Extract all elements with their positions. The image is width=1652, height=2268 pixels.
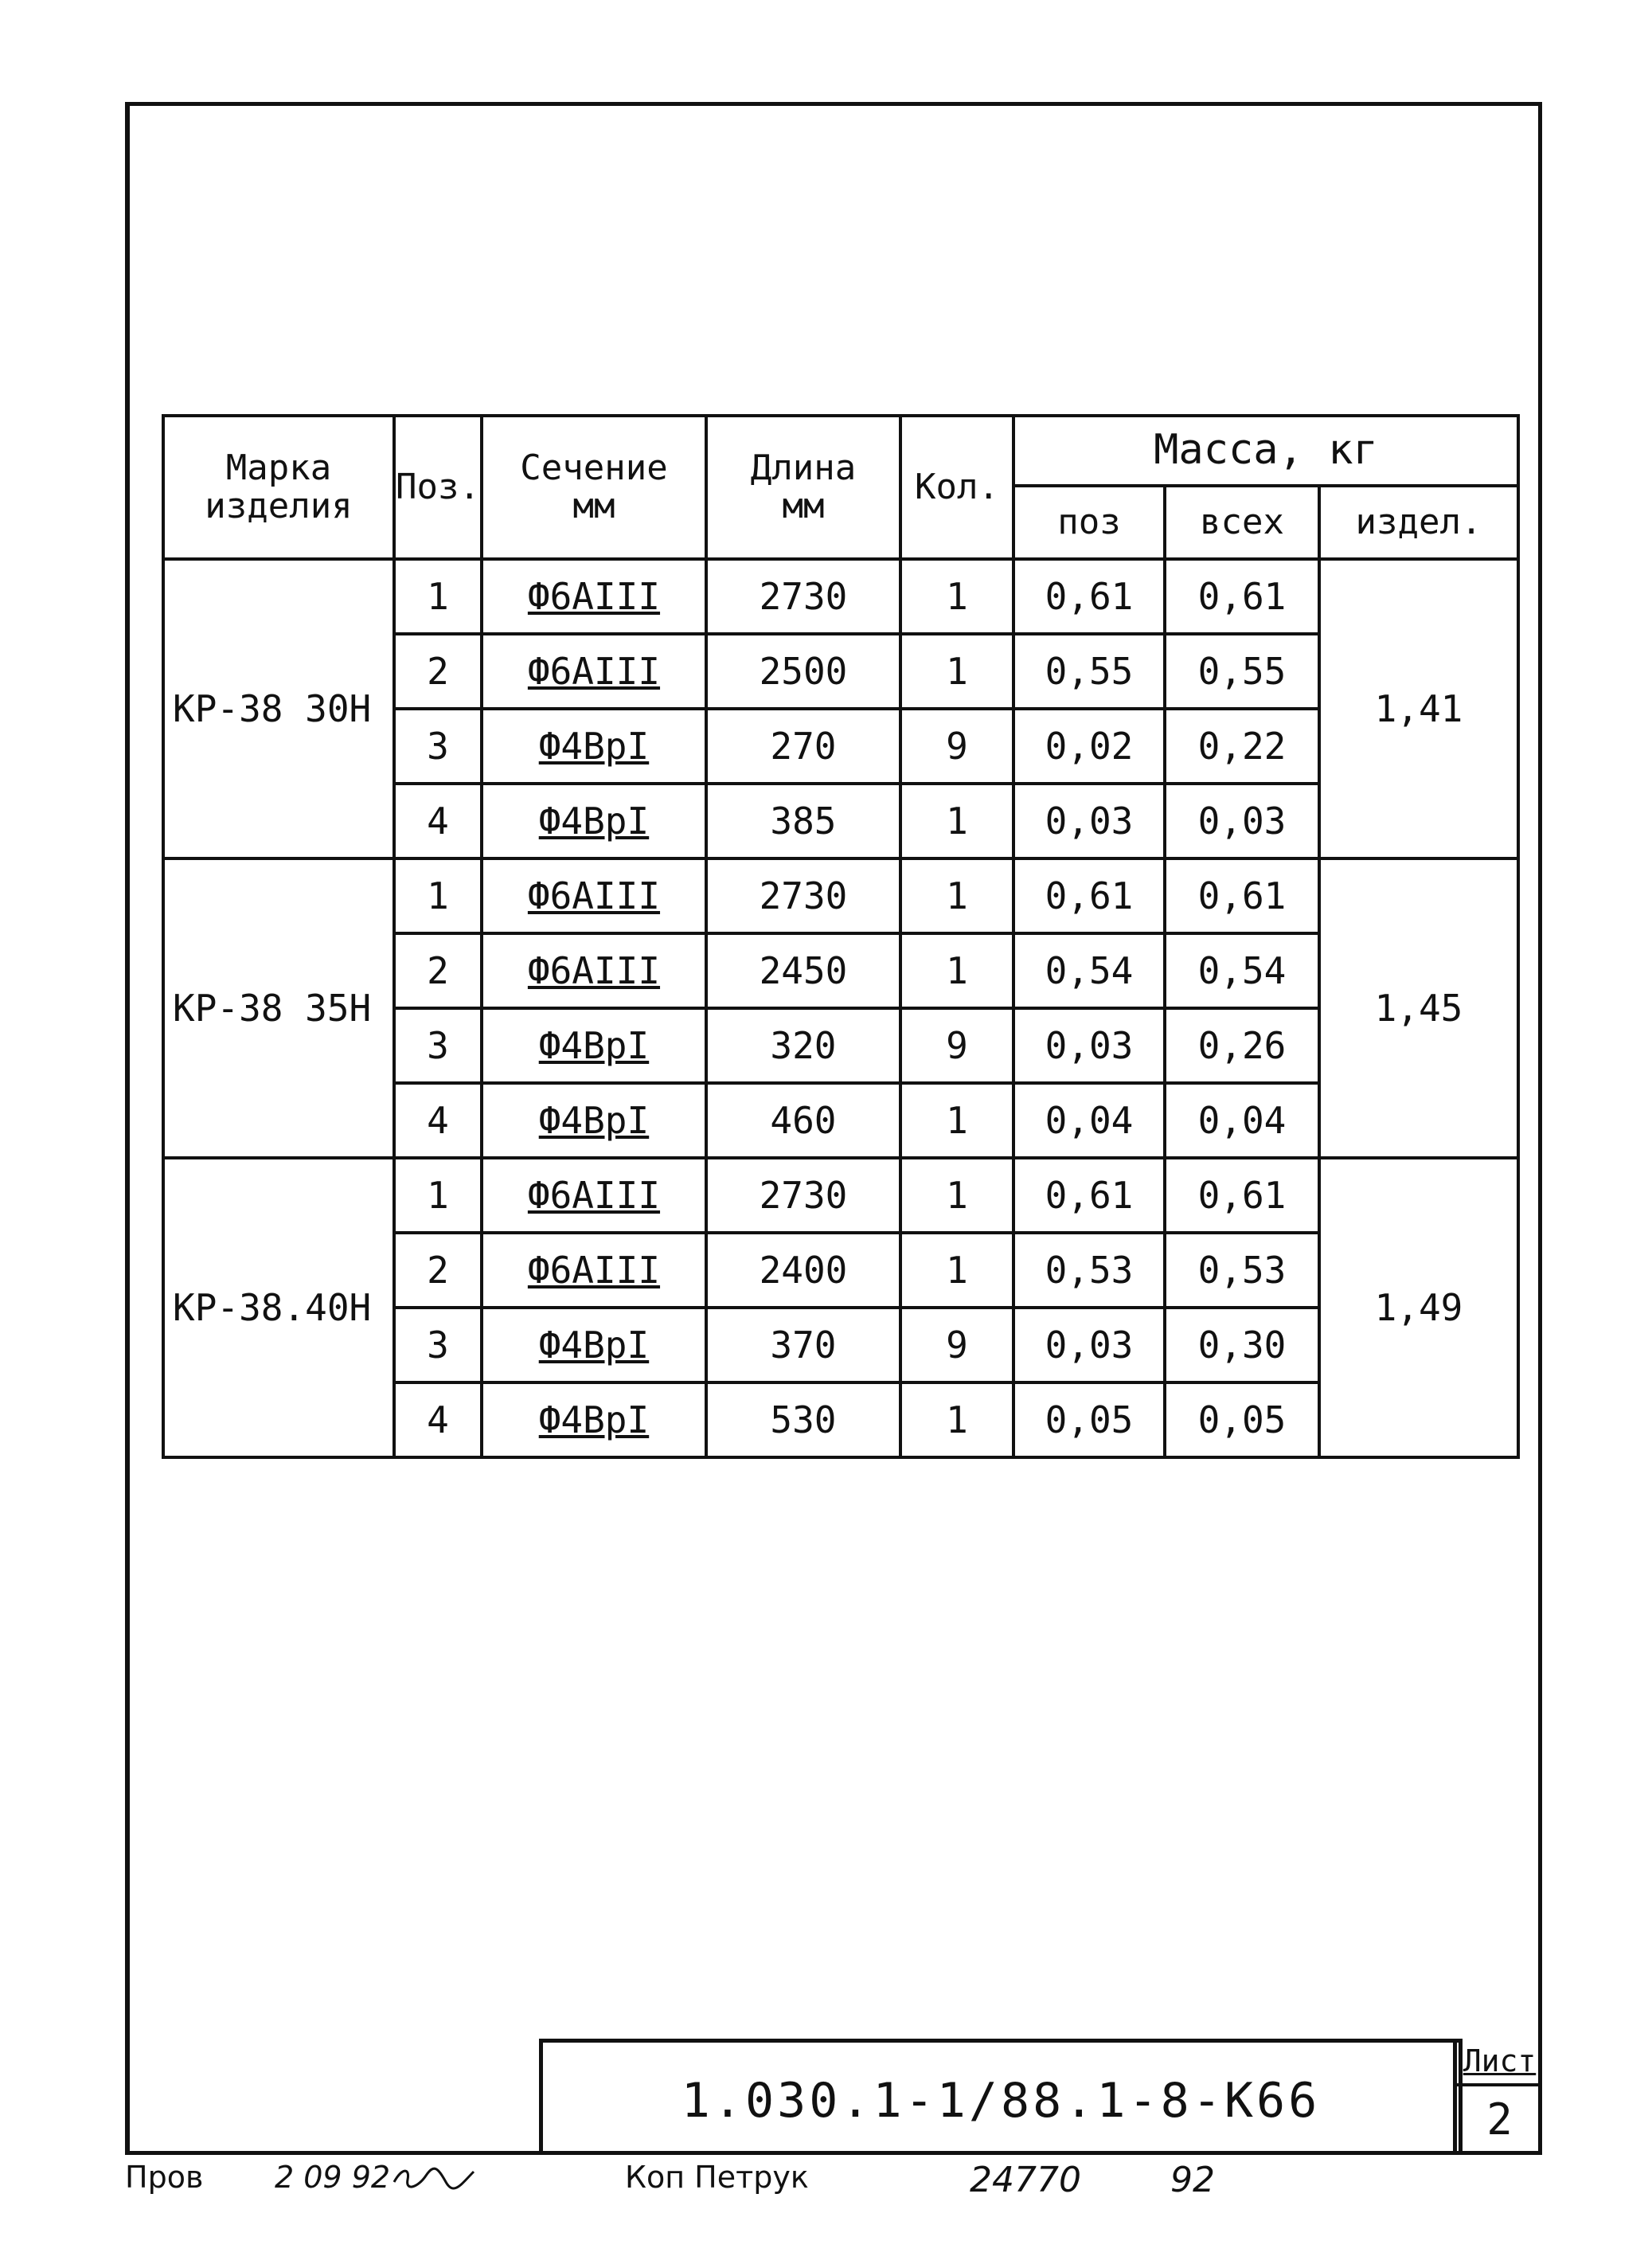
cell-mass-pos: 0,03 [1013, 1008, 1165, 1083]
header-mass-pos: поз [1013, 486, 1165, 559]
cell-mass-pos: 0,03 [1013, 1308, 1165, 1382]
cell-pos: 3 [394, 1008, 482, 1083]
cell-section: Ф6АIII [482, 559, 706, 634]
cell-mass-pos: 0,02 [1013, 709, 1165, 784]
cell-mass-all: 0,53 [1165, 1233, 1319, 1308]
cell-length: 2450 [706, 933, 900, 1008]
cell-mass-pos: 0,61 [1013, 858, 1165, 933]
cell-mass-pos: 0,55 [1013, 634, 1165, 709]
document-code: 1.030.1-1/88.1-8-К66 [681, 2073, 1321, 2129]
cell-section: Ф4ВрI [482, 1083, 706, 1158]
cell-mass-all: 0,54 [1165, 933, 1319, 1008]
cell-pos: 1 [394, 858, 482, 933]
table-row [163, 858, 1518, 933]
cell-mass-all: 0,04 [1165, 1083, 1319, 1158]
cell-section: Ф6АIII [482, 933, 706, 1008]
cell-pos: 2 [394, 933, 482, 1008]
product-mark: КР-38 35Н [163, 858, 394, 1158]
cell-section: Ф6АIII [482, 1158, 706, 1233]
cell-pos: 4 [394, 1083, 482, 1158]
title-block [539, 2039, 1463, 2155]
cell-mass-pos: 0,61 [1013, 1158, 1165, 1233]
cell-pos: 2 [394, 1233, 482, 1308]
cell-qty: 1 [900, 1083, 1013, 1158]
cell-mass-pos: 0,61 [1013, 559, 1165, 634]
cell-mass-all: 0,61 [1165, 858, 1319, 933]
cell-pos: 2 [394, 634, 482, 709]
cell-mass-all: 0,30 [1165, 1308, 1319, 1382]
product-mark: КР-38 30Н [163, 559, 394, 858]
header-mass-all: всех [1165, 486, 1319, 559]
cell-qty: 1 [900, 1233, 1013, 1308]
cell-mass-item: 1,45 [1319, 858, 1518, 1158]
cell-qty: 1 [900, 634, 1013, 709]
cell-qty: 1 [900, 784, 1013, 858]
cell-length: 2730 [706, 559, 900, 634]
cell-mass-item: 1,49 [1319, 1158, 1518, 1457]
specification-table [162, 414, 1520, 1459]
cell-length: 2400 [706, 1233, 900, 1308]
cell-length: 270 [706, 709, 900, 784]
cell-section: Ф6АIII [482, 858, 706, 933]
cell-length: 370 [706, 1308, 900, 1382]
header-mass: Масса, кг [1013, 416, 1518, 486]
cell-length: 2730 [706, 1158, 900, 1233]
cell-mass-item: 1,41 [1319, 559, 1518, 858]
cell-mass-all: 0,22 [1165, 709, 1319, 784]
checked-date: 2 09 92 [275, 2160, 391, 2195]
header-length: Длина мм [706, 416, 900, 559]
signature-mark [390, 2160, 478, 2192]
header-mark: Марка изделия [163, 416, 394, 559]
table-row [163, 1158, 1518, 1233]
cell-qty: 9 [900, 1008, 1013, 1083]
cell-length: 460 [706, 1083, 900, 1158]
cell-mass-pos: 0,05 [1013, 1382, 1165, 1457]
cell-qty: 1 [900, 559, 1013, 634]
cell-qty: 9 [900, 1308, 1013, 1382]
sheet-number: 2 [1486, 2094, 1513, 2145]
cell-mass-pos: 0,53 [1013, 1233, 1165, 1308]
cell-mass-pos: 0,54 [1013, 933, 1165, 1008]
year: 92 [1170, 2160, 1215, 2200]
order-number: 24770 [970, 2160, 1081, 2200]
cell-mass-all: 0,61 [1165, 559, 1319, 634]
cell-qty: 9 [900, 709, 1013, 784]
table-row [163, 559, 1518, 634]
cell-length: 385 [706, 784, 900, 858]
cell-mass-all: 0,26 [1165, 1008, 1319, 1083]
cell-mass-pos: 0,03 [1013, 784, 1165, 858]
table-body [163, 559, 1518, 1457]
cell-mass-all: 0,05 [1165, 1382, 1319, 1457]
product-mark: КР-38.40Н [163, 1158, 394, 1457]
cell-section: Ф4ВрI [482, 784, 706, 858]
cell-section: Ф4ВрI [482, 1382, 706, 1457]
cell-section: Ф6АIII [482, 1233, 706, 1308]
cell-qty: 1 [900, 1382, 1013, 1457]
sheet-box [1453, 2039, 1542, 2155]
cell-pos: 3 [394, 709, 482, 784]
cell-pos: 1 [394, 559, 482, 634]
copy-label: Коп Петрук [625, 2160, 809, 2195]
cell-length: 530 [706, 1382, 900, 1457]
cell-length: 2730 [706, 858, 900, 933]
header-section: Сечение мм [482, 416, 706, 559]
cell-qty: 1 [900, 1158, 1013, 1233]
cell-pos: 1 [394, 1158, 482, 1233]
header-mass-item: издел. [1319, 486, 1518, 559]
cell-length: 320 [706, 1008, 900, 1083]
cell-length: 2500 [706, 634, 900, 709]
cell-qty: 1 [900, 933, 1013, 1008]
cell-section: Ф4ВрI [482, 709, 706, 784]
cell-section: Ф4ВрI [482, 1308, 706, 1382]
checked-label: Пров [125, 2160, 204, 2195]
cell-pos: 4 [394, 1382, 482, 1457]
cell-qty: 1 [900, 858, 1013, 933]
cell-mass-all: 0,61 [1165, 1158, 1319, 1233]
header-qty: Кол. [900, 416, 1013, 559]
cell-mass-all: 0,03 [1165, 784, 1319, 858]
cell-pos: 3 [394, 1308, 482, 1382]
cell-section: Ф6АIII [482, 634, 706, 709]
cell-mass-pos: 0,04 [1013, 1083, 1165, 1158]
sheet-label: Лист [1457, 2039, 1542, 2086]
header-pos: Поз. [394, 416, 482, 559]
cell-pos: 4 [394, 784, 482, 858]
cell-mass-all: 0,55 [1165, 634, 1319, 709]
cell-section: Ф4ВрI [482, 1008, 706, 1083]
